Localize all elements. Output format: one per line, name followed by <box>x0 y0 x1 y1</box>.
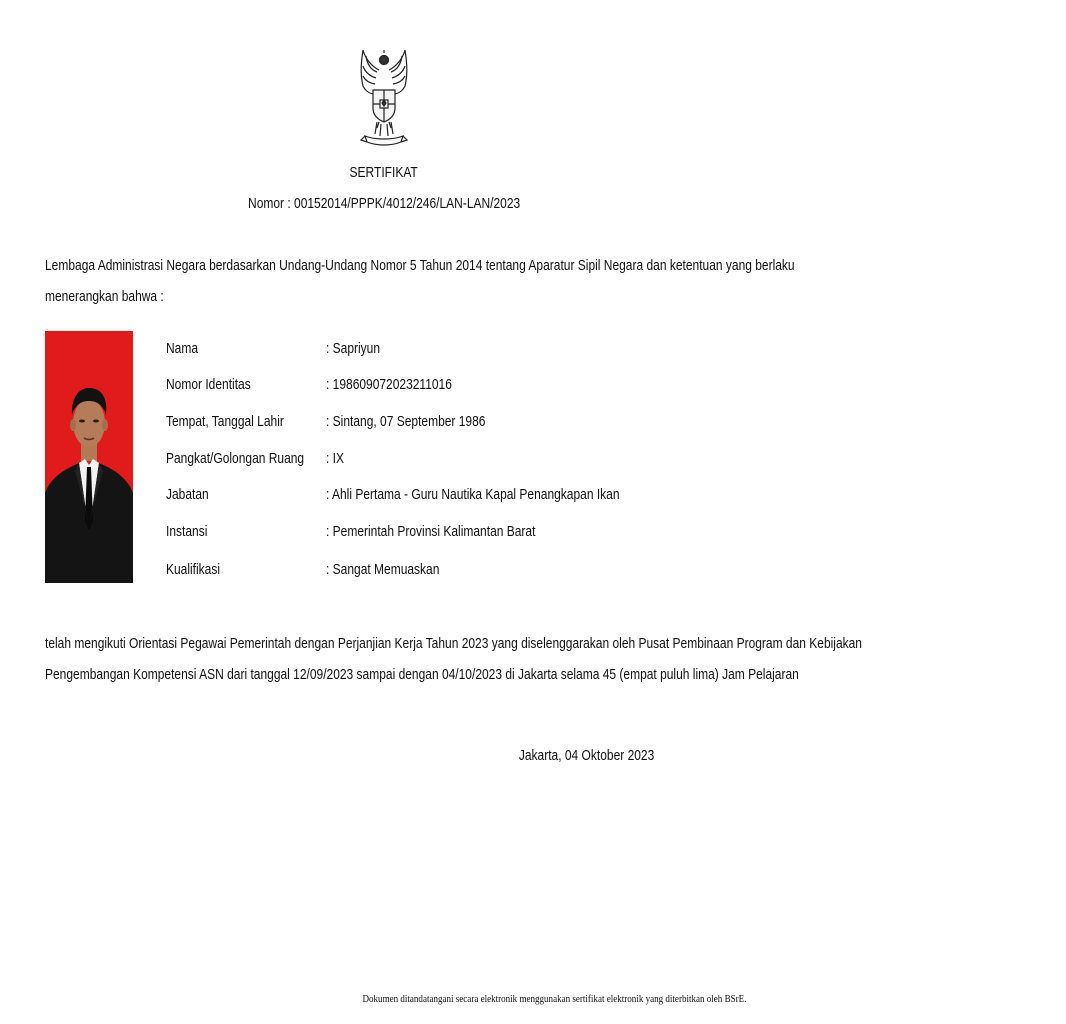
body-line: telah mengikuti Orientasi Pegawai Pemerintah dengan Perjanjian Kerja Tahun 2023 yang diselenggarakan oleh Pusat Pembinaan Program dan Kebijakan <box>45 635 862 652</box>
certificate-number: Nomor : 00152014/PPPK/4012/246/LAN-LAN/2023 <box>247 195 521 212</box>
field-value-tempat-tanggal-lahir: : Sintang, 07 September 1986 <box>326 413 486 430</box>
field-value-kualifikasi: : Sangat Memuaskan <box>326 561 440 578</box>
field-value-nomor-identitas: : 198609072023211016 <box>326 376 452 393</box>
intro-line: menerangkan bahwa : <box>45 288 164 305</box>
certificate-title: SERTIFIKAT <box>349 164 419 181</box>
body-paragraph <box>45 628 1066 690</box>
field-label-nama: Nama <box>166 340 199 357</box>
field-label-kualifikasi: Kualifikasi <box>166 561 221 578</box>
intro-paragraph <box>45 250 982 312</box>
electronic-signature-note: Dokumen ditandatangani secara elektronik menggunakan sertifikat elektronik yang diterbitkan oleh BSrE. <box>362 994 747 1005</box>
field-label-instansi: Instansi <box>166 523 208 540</box>
participant-photo <box>45 331 133 583</box>
field-value-jabatan: : Ahli Pertama - Guru Nautika Kapal Penangkapan Ikan <box>326 486 620 503</box>
field-label-nomor-identitas: Nomor Identitas <box>166 376 251 393</box>
field-value-instansi: : Pemerintah Provinsi Kalimantan Barat <box>326 523 536 540</box>
field-label-tempat-tanggal-lahir: Tempat, Tanggal Lahir <box>166 413 284 430</box>
field-label-jabatan: Jabatan <box>166 486 209 503</box>
field-value-nama: : Sapriyun <box>326 340 381 357</box>
intro-line: Lembaga Administrasi Negara berdasarkan Undang-Undang Nomor 5 Tahun 2014 tentang Aparatur Sipil Negara dan ketentuan yang berlaku <box>45 257 795 274</box>
garuda-emblem-icon <box>357 48 411 154</box>
signature-place-date: Jakarta, 04 Oktober 2023 <box>518 747 654 764</box>
field-label-pangkat-golongan: Pangkat/Golongan Ruang <box>166 450 305 467</box>
field-value-pangkat-golongan: : IX <box>326 450 345 467</box>
body-line: Pengembangan Kompetensi ASN dari tanggal 12/09/2023 sampai dengan 04/10/2023 di Jakarta selama 45 (empat puluh lima) Jam Pelajaran <box>45 666 799 683</box>
